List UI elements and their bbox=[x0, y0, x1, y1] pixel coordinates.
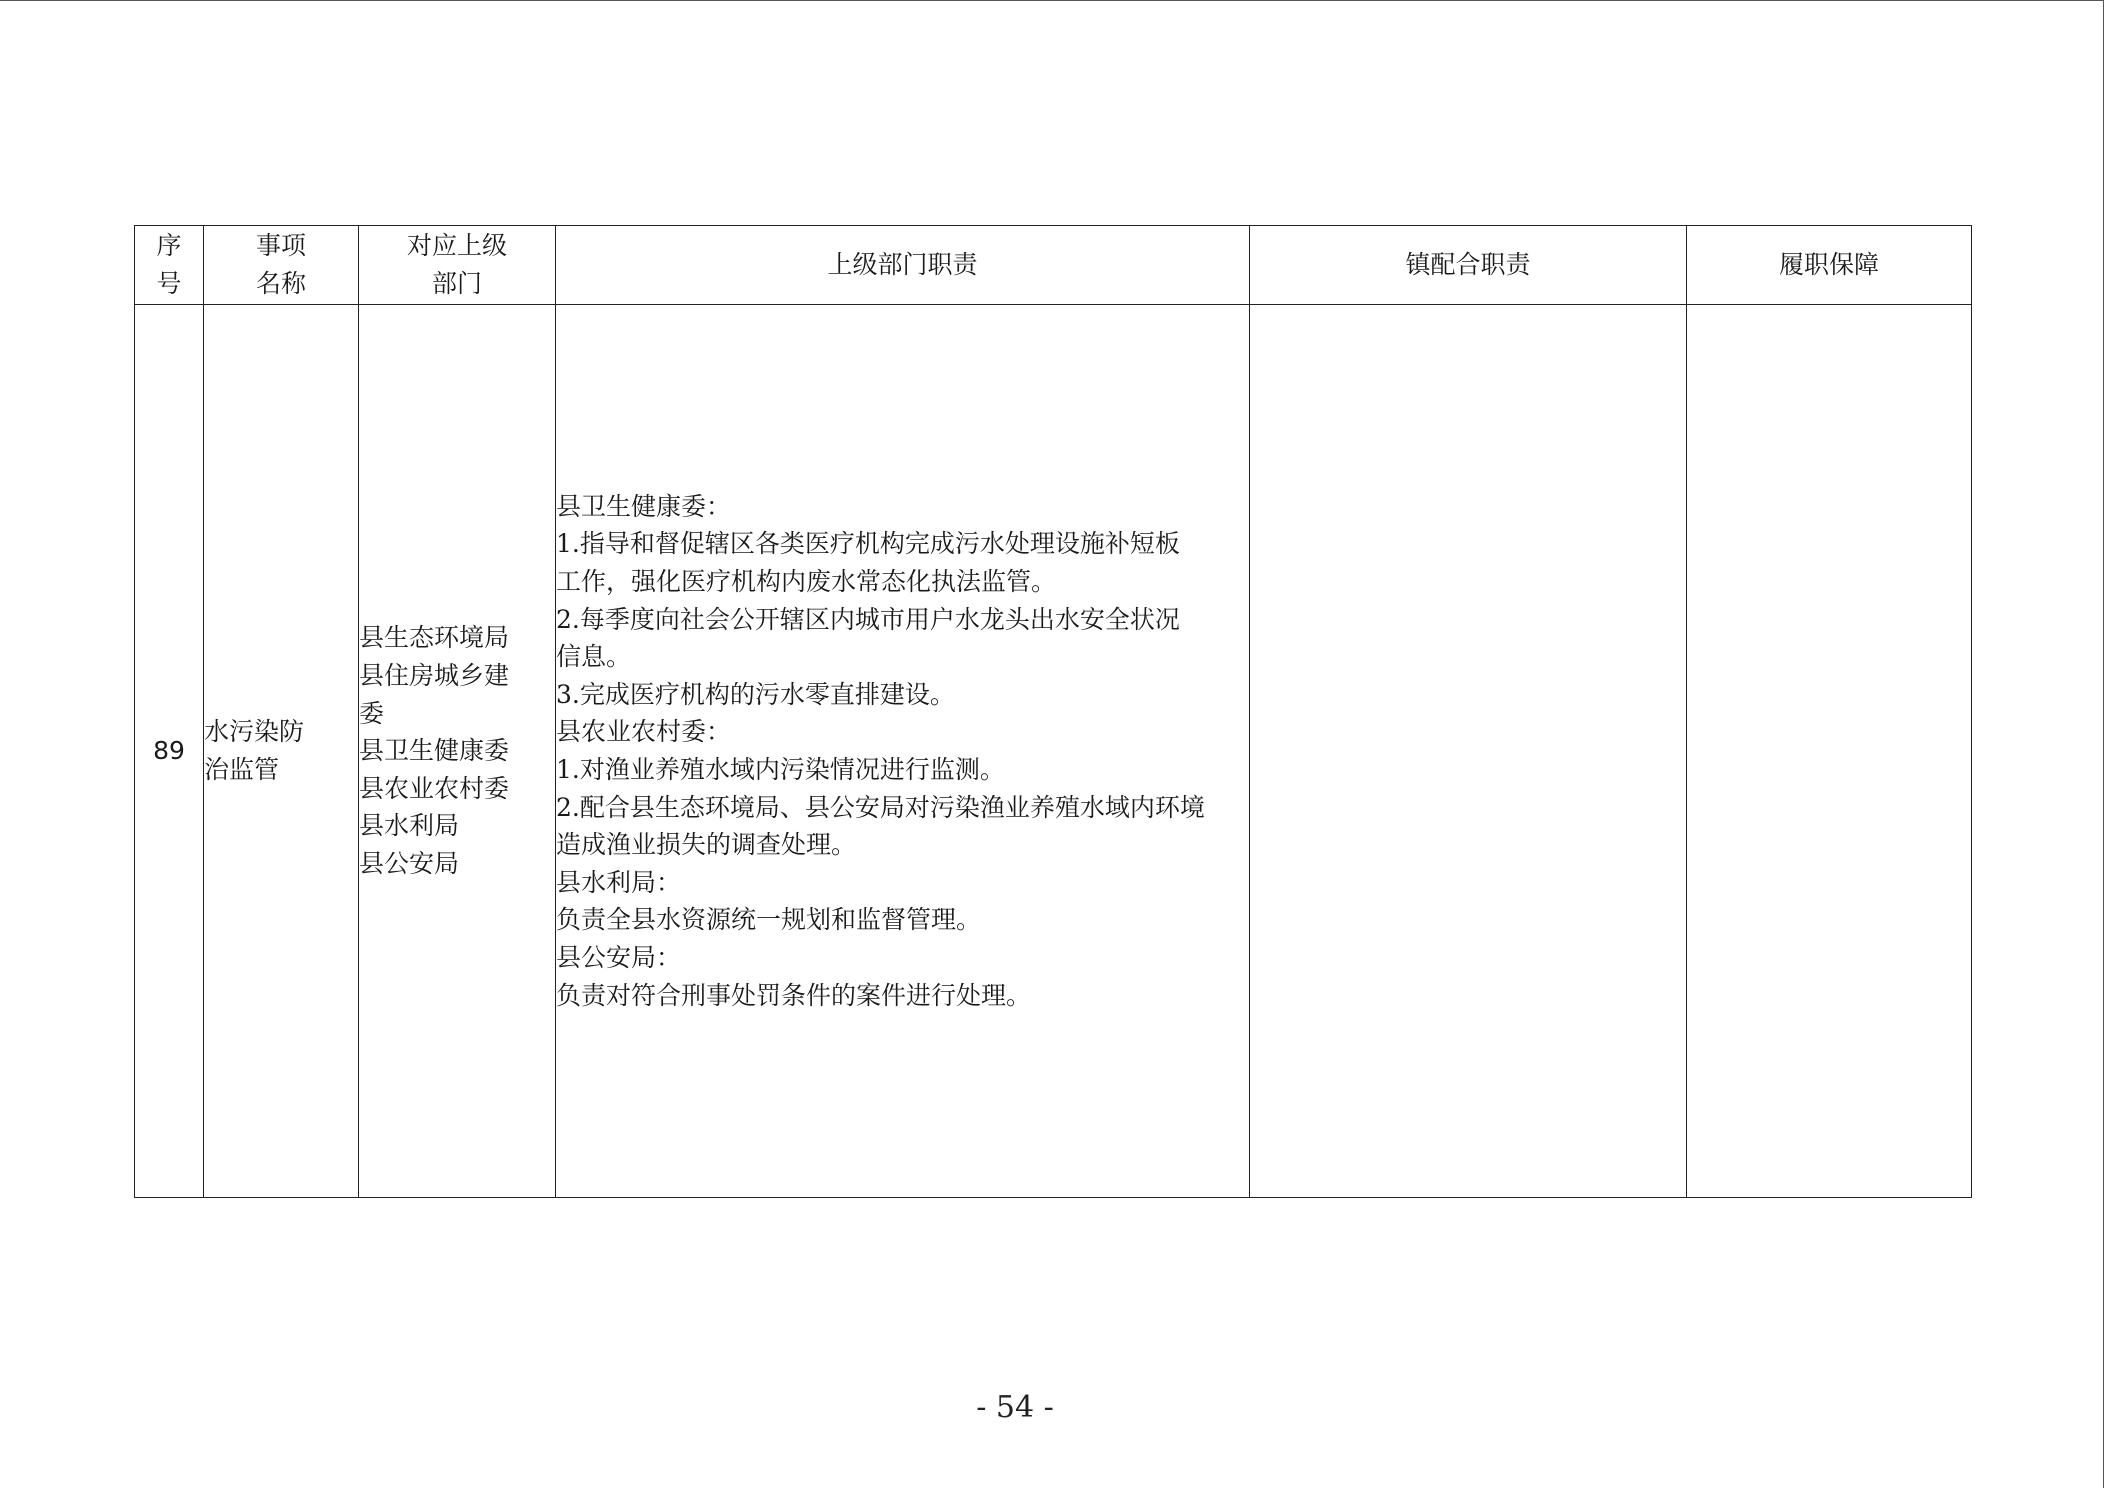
top-border-line bbox=[0, 0, 2104, 1]
duty-line: 2.配合县生态环境局、县公安局对污染渔业养殖水域内环境 bbox=[556, 792, 1205, 822]
duty-line: 县水利局： bbox=[556, 867, 682, 897]
header-guarantee: 履职保障 bbox=[1687, 226, 1972, 305]
table-row bbox=[135, 305, 1972, 1198]
page-number: - 54 - bbox=[976, 1390, 1054, 1425]
duty-line: 负责全县水资源统一规划和监督管理。 bbox=[556, 905, 982, 935]
duty-table bbox=[134, 225, 1972, 1198]
duty-line: 负责对符合刑事处罚条件的案件进行处理。 bbox=[556, 980, 1032, 1010]
duty-line: 工作，强化医疗机构内废水常态化执法监管。 bbox=[556, 567, 1057, 597]
duty-line: 造成渔业损失的调查处理。 bbox=[556, 830, 857, 860]
table-header-row bbox=[135, 226, 1972, 305]
cell-guarantee bbox=[1687, 305, 1972, 1198]
cell-town-duties bbox=[1250, 305, 1687, 1198]
duty-line: 1.指导和督促辖区各类医疗机构完成污水处理设施补短板 bbox=[556, 529, 1180, 559]
duty-line: 2.每季度向社会公开辖区内城市用户水龙头出水安全状况 bbox=[556, 604, 1180, 634]
duty-line: 县公安局： bbox=[556, 942, 682, 972]
header-item-name: 事项 名称 bbox=[204, 226, 359, 305]
cell-seq: 89 bbox=[135, 305, 204, 1198]
header-upper-dept: 对应上级 部门 bbox=[359, 226, 556, 305]
cell-item-name: 水污染防 治监管 bbox=[204, 305, 359, 1198]
duty-line: 3.完成医疗机构的污水零直排建设。 bbox=[556, 679, 955, 709]
duty-line: 1.对渔业养殖水域内污染情况进行监测。 bbox=[556, 755, 1005, 784]
header-seq: 序 号 bbox=[135, 226, 204, 305]
duty-line: 县农业农村委： bbox=[556, 717, 732, 747]
header-town-duties: 镇配合职责 bbox=[1250, 226, 1687, 305]
cell-upper-duties bbox=[556, 305, 1250, 1198]
header-upper-duties: 上级部门职责 bbox=[556, 226, 1250, 305]
duty-line: 信息。 bbox=[556, 642, 632, 672]
duty-line: 县卫生健康委： bbox=[556, 491, 732, 521]
cell-upper-dept: 县生态环境局 县住房城乡建 委 县卫生健康委 县农业农村委 县水利局 县公安局 bbox=[359, 305, 556, 1198]
